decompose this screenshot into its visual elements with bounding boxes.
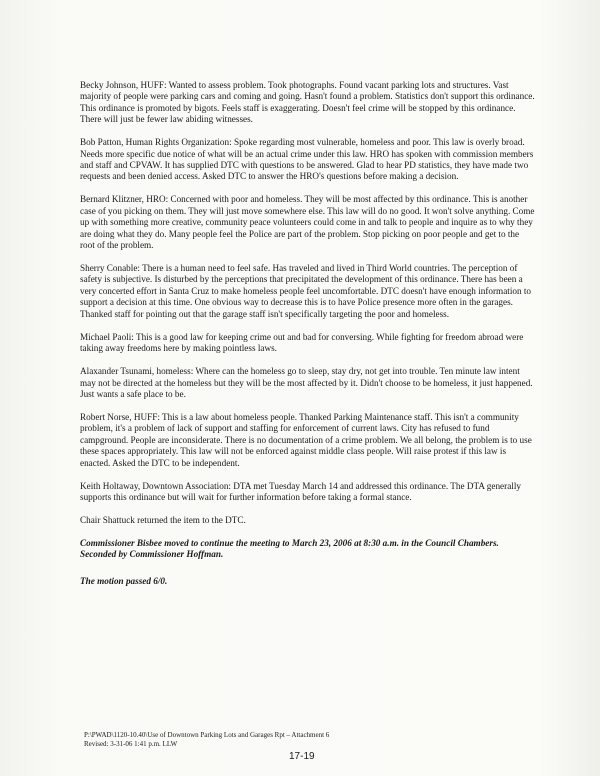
public-comment-paoli: Michael Paoli: This is a good law for keeping crime out and bad for conversing. While fighting for freedom abroad were taking away freedoms here by making pointless laws.: [80, 331, 524, 354]
public-comment-johnson: Becky Johnson, HUFF: Wanted to assess problem. Took photographs. Found vacant parking lots and structures. Vast majority of people were parking cars and coming and going. Hasn't found a problem. Statistics don't support this ordinance. This ordinance is promoted by bigots. Feels staff is exaggerating. Doesn't feel crime will be stopped by this ordinance. There will just be fewer law abiding witnesses.: [80, 80, 535, 125]
chair-action: Chair Shattuck returned the item to the DTC.: [80, 514, 246, 525]
minutes-body: [80, 80, 535, 599]
public-comment-conable: Sherry Conable: There is a human need to feel safe. Has traveled and lived in Third World countries. The perception of safety is subjective. Is disturbed by the perceptions that precipitated the development of this ordinance. There has been a very concerted effort in Santa Cruz to make homeless people feel uncomfortable. DTC doesn't have enough information to support a decision at this time. One obvious way to decrease this is to have Police presence more often in the garages. Thanked staff for pointing out that the garage staff isn't specifically targeting the poor and homeless.: [80, 263, 532, 319]
footer-file-path: P:\PWAD\1120-10.40\Use of Downtown Parking Lots and Garages Rpt – Attachment 6: [84, 731, 330, 739]
public-comment-tsunami: Alaxander Tsunami, homeless: Where can the homeless go to sleep, stay dry, not get into trouble. Ten minute law intent may not be directed at the homeless but they will be the most affected by it. Didn't choose to be homeless, it just happened. Just wants a safe place to be.: [80, 366, 533, 399]
public-comment-klitzner: Bernard Klitzner, HRO: Concerned with poor and homeless. They will be most affected by this ordinance. This is another case of you picking on them. They will just move somewhere else. This law will do no good. It won't solve anything. Come up with something more creative, community peace volunteers could come in and talk to people and inquire as to why they are doing what they do. Many people feel the Police are part of the problem. Stop picking on poor people and get to the root of the problem.: [80, 194, 535, 251]
motion-text: Commissioner Bisbee moved to continue the meeting to March 23, 2006 at 8:30 a.m. in the Council Chambers. Seconded by Commissioner Hoffman.: [80, 537, 499, 560]
footer-revision: Revised: 3-31-06 1:41 p.m. LLW: [84, 740, 178, 748]
public-comment-norse: Robert Norse, HUFF: This is a law about homeless people. Thanked Parking Maintenance staff. This isn't a community problem, it's a problem of lack of support and staffing for enforcement of current laws. City has refused to fund campground. People are inconsiderate. There is no documentation of a crime problem. We all belong, the problem is to use these spaces appropriately. This law will not be enforced against middle class people. Will raise protest if this law is enacted. Asked the DTC to be independent.: [80, 411, 532, 468]
motion-result: The motion passed 6/0.: [80, 575, 168, 586]
public-comment-patton: Bob Patton, Human Rights Organization: Spoke regarding most vulnerable, homeless and poor. This law is overly broad. Needs more specific due notice of what will be an actual crime under this law. HRO has spoken with commission members and staff and CPVAW. It has supplied DTC with questions to be answered. Glad to hear PD statistics, they have made two requests and been denied access. Asked DTC to answer the HRO's questions before making a decision.: [80, 137, 534, 182]
public-comment-holtaway: Keith Holtaway, Downtown Association: DTA met Tuesday March 14 and addressed this ordinance. The DTA generally supports this ordinance but will wait for further information before taking a formal stance.: [80, 480, 521, 502]
document-footer: [84, 731, 329, 749]
page-number: 17-19: [289, 751, 315, 762]
